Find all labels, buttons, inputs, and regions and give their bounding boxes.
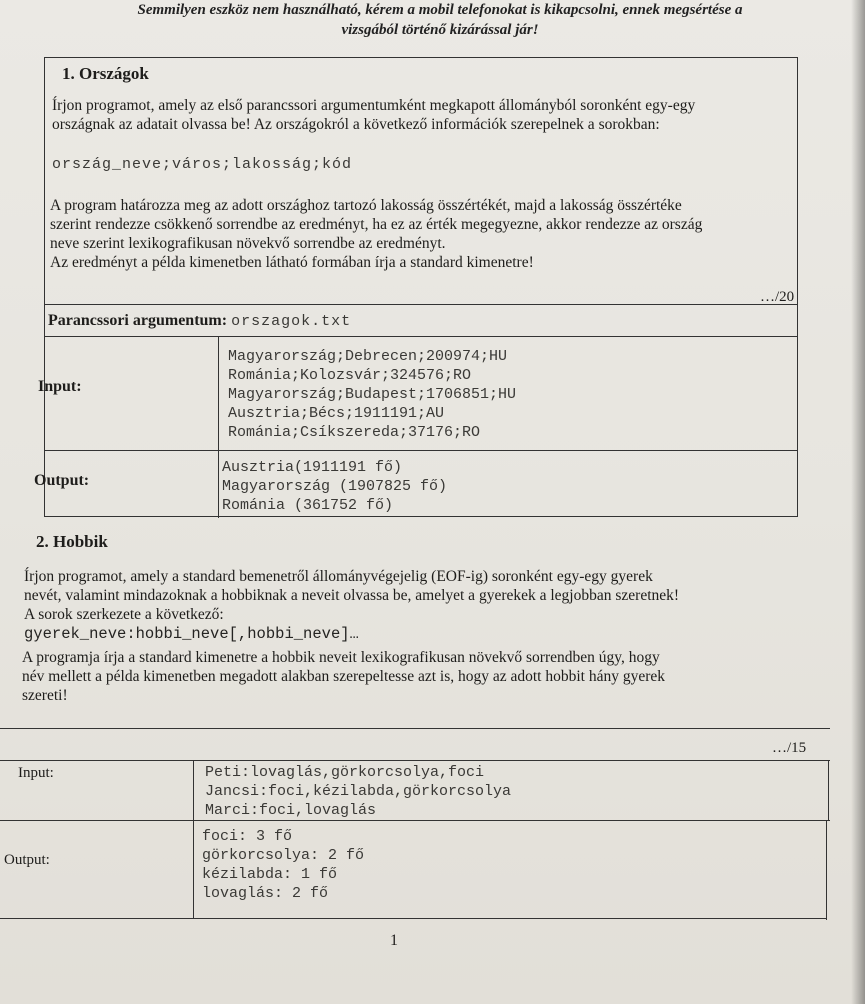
task1-column-divider bbox=[218, 336, 219, 518]
task2-desc-line-2: név mellett a példa kimenetben megadott alakban szerepeltesse azt is, hogy az adott hobbit hány gyerek bbox=[22, 668, 666, 685]
output-line: Románia (361752 fő) bbox=[222, 497, 394, 514]
task1-line-format: ország_neve;város;lakosság;kód bbox=[52, 156, 353, 173]
task1-divider-arg bbox=[44, 304, 798, 305]
task1-input-label: Input: bbox=[38, 378, 82, 395]
task1-description bbox=[50, 196, 795, 272]
task2-column-divider bbox=[193, 760, 194, 918]
output-line: görkorcsolya: 2 fő bbox=[202, 847, 365, 864]
task2-bottom-line bbox=[0, 918, 826, 919]
task2-divider-input bbox=[0, 760, 830, 761]
task1-divider-output bbox=[44, 450, 798, 451]
exam-rules-header bbox=[40, 0, 840, 40]
task1-argument-row bbox=[48, 312, 351, 331]
input-line: Marci:foci,lovaglás bbox=[205, 802, 377, 819]
task2-score: …/15 bbox=[772, 740, 807, 756]
task1-desc-line-2: szerint rendezze csökkenő sorrendbe az eredményt, ha ez az érték megegyezne, akkor rendezze az ország bbox=[50, 216, 703, 233]
task2-intro bbox=[24, 567, 824, 624]
task2-desc-line-3: szereti! bbox=[22, 687, 68, 704]
task2-top-line bbox=[0, 728, 830, 729]
task1-output-label: Output: bbox=[34, 472, 90, 489]
input-line: Peti:lovaglás,görkorcsolya,foci bbox=[205, 764, 485, 781]
task2-title: 2. Hobbik bbox=[36, 532, 108, 551]
task1-desc-line-1: A program határozza meg az adott országhoz tartozó lakosság összértékét, majd a lakosság összértéke bbox=[50, 197, 682, 214]
argument-label: Parancssori argumentum: bbox=[48, 312, 228, 329]
task1-score: …/20 bbox=[760, 289, 795, 305]
task2-intro-line-1: Írjon programot, amely a standard bemenetről állományvégejelig (EOF-ig) soronként egy-egy gyerek bbox=[24, 568, 653, 585]
task2-right-border bbox=[828, 760, 829, 820]
input-line: Jancsi:foci,kézilabda,görkorcsolya bbox=[205, 783, 512, 800]
input-line: Románia;Csíkszereda;37176;RO bbox=[228, 424, 481, 441]
input-line: Ausztria;Bécs;1911191;AU bbox=[228, 405, 445, 422]
task1-desc-line-3: neve szerint lexikografikusan növekvő sorrendbe az eredményt. bbox=[50, 235, 446, 252]
output-line: foci: 3 fő bbox=[202, 828, 293, 845]
task1-input-lines bbox=[228, 347, 516, 442]
argument-value: orszagok.txt bbox=[231, 313, 352, 330]
output-line: lovaglás: 2 fő bbox=[202, 885, 329, 902]
task2-intro-line-2: nevét, valamint mindazoknak a hobbiknak a neveit olvassa be, amelyet a gyerekek a legjobban szeretnek! bbox=[24, 587, 680, 604]
task2-desc-line-1: A programja írja a standard kimenetre a hobbik neveit lexikografikusan növekvő sorrendben úgy, hogy bbox=[22, 649, 660, 666]
output-line: Magyarország (1907825 fő) bbox=[222, 478, 448, 495]
task1-title: 1. Országok bbox=[62, 64, 149, 83]
task2-input-label: Input: bbox=[18, 765, 54, 781]
task2-input-lines bbox=[205, 763, 511, 820]
task2-divider-output bbox=[0, 820, 830, 821]
task1-intro-line-2: országnak az adatait olvassa be! Az országokról a következő információk szerepelnek a sorokban: bbox=[52, 116, 660, 133]
header-line-2: vizsgából történő kizárással jár! bbox=[341, 22, 539, 38]
task1-intro bbox=[52, 96, 792, 134]
task1-divider-input bbox=[44, 336, 798, 337]
page-edge-shadow bbox=[851, 0, 865, 1004]
task2-output-lines bbox=[202, 827, 364, 903]
input-line: Magyarország;Budapest;1706851;HU bbox=[228, 386, 517, 403]
task2-output-label: Output: bbox=[4, 852, 50, 868]
task2-output-right-border bbox=[826, 820, 827, 920]
task1-desc-line-4: Az eredményt a példa kimenetben látható formában írja a standard kimenetre! bbox=[50, 254, 534, 271]
task2-line-format: gyerek_neve:hobbi_neve[,hobbi_neve]… bbox=[24, 625, 359, 643]
input-line: Magyarország;Debrecen;200974;HU bbox=[228, 348, 508, 365]
task1-output-lines bbox=[222, 458, 447, 515]
input-line: Románia;Kolozsvár;324576;RO bbox=[228, 367, 472, 384]
task1-intro-line-1: Írjon programot, amely az első parancssori argumentumként megkapott állományból soronként egy-egy bbox=[52, 97, 696, 114]
task2-intro-line-3: A sorok szerkezete a következő: bbox=[24, 606, 224, 623]
output-line: kézilabda: 1 fő bbox=[202, 866, 338, 883]
header-line-1: Semmilyen eszköz nem használható, kérem a mobil telefonokat is kikapcsolni, ennek megsértése a bbox=[137, 2, 743, 18]
output-line: Ausztria(1911191 fő) bbox=[222, 459, 403, 476]
task2-description bbox=[22, 648, 832, 705]
page-number: 1 bbox=[390, 932, 398, 949]
